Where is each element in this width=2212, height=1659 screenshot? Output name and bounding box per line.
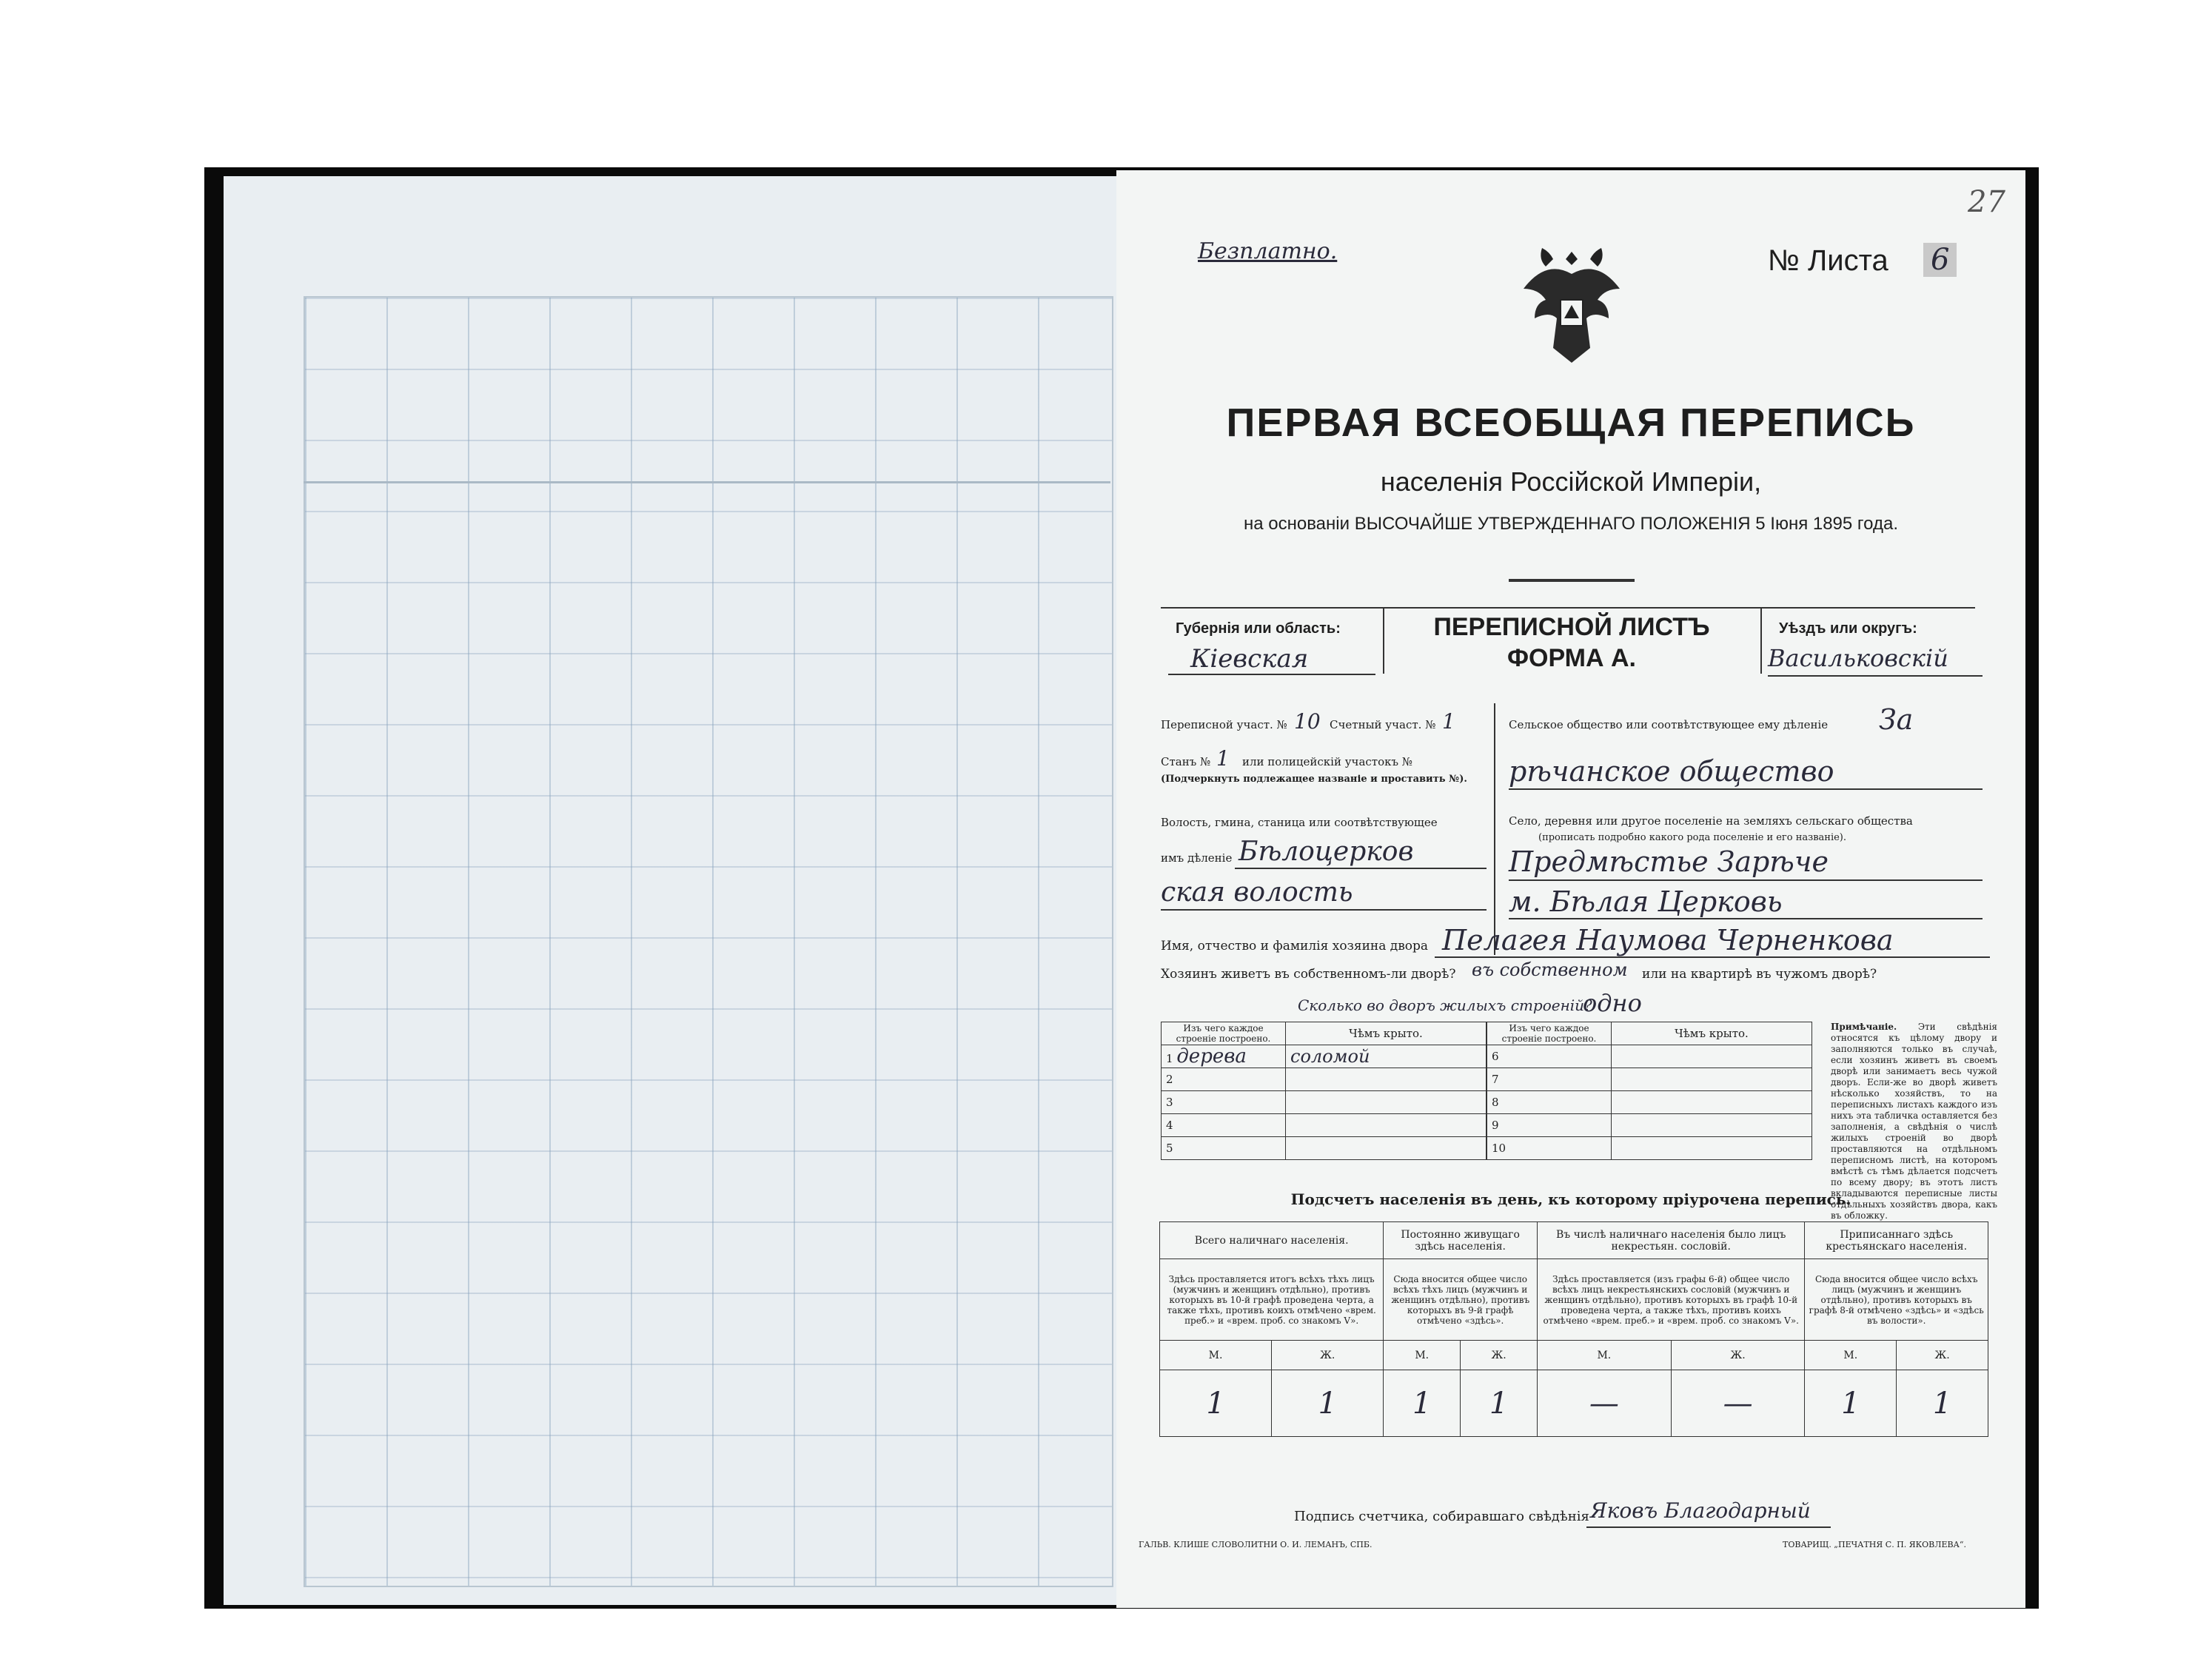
- pop-col-title: Постоянно живущаго здѣсь населенія.: [1384, 1222, 1538, 1259]
- corner-page-number: 27: [1968, 185, 2005, 219]
- society-label: Сельское общество или соотвѣтствующее ему дѣленіе: [1509, 718, 1829, 731]
- roof-value: соломой: [1286, 1045, 1487, 1068]
- zh-header: Ж.: [1272, 1341, 1384, 1370]
- uchastok-label: Переписной участ. №: [1161, 718, 1287, 731]
- buildings-col-material: Изъ чего каждое строеніе построено.: [1162, 1022, 1286, 1045]
- buildings-col-roof: Чѣмъ крыто.: [1286, 1022, 1487, 1045]
- uezd-value: Васильковскій: [1768, 644, 1948, 672]
- schetny-value: 1: [1442, 709, 1455, 734]
- note-title: Примѣчаніе.: [1831, 1022, 1897, 1032]
- census-subtitle: населенія Россійской Имперіи,: [1380, 466, 1762, 497]
- village-note: (прописать подробно какого рода поселеніе и его названіе).: [1538, 832, 1846, 843]
- row-number: 7: [1487, 1068, 1612, 1091]
- volost-value-1: Бѣлоцерков: [1239, 837, 1414, 867]
- table-row: [1162, 1091, 1487, 1114]
- pop-col-desc: Сюда вносится общее число всѣхъ лицъ (мужчинъ и женщинъ отдѣльно), противъ которыхъ въ графѣ 8-й отмѣчено «здѣсь» и «здѣсь въ волости».: [1805, 1259, 1988, 1341]
- signature-value: Яковъ Благодарный: [1590, 1498, 1811, 1523]
- table-row: [1487, 1091, 1812, 1114]
- row-number: 6: [1487, 1045, 1612, 1068]
- row-number: 10: [1487, 1137, 1612, 1160]
- left-page-grid: [304, 296, 1113, 1587]
- volost-value-2: ская волость: [1161, 877, 1353, 908]
- uchastok-value: 10: [1294, 709, 1321, 734]
- owner-name-label: Имя, отчество и фамилія хозяина двора: [1161, 939, 1429, 953]
- schetny-label: Счетный участ. №: [1330, 718, 1436, 731]
- volost-label: Волость, гмина, станица или соотвѣтствующее: [1161, 816, 1438, 829]
- village-label: Село, деревня или другое поселеніе на земляхъ сельскаго общества: [1509, 814, 1913, 828]
- form-label: ФОРМА А.: [1506, 644, 1637, 672]
- pop-col-desc: Здѣсь проставляется итогъ всѣхъ тѣхъ лицъ (мужчинъ и женщинъ отдѣльно), противъ которыхъ въ 10-й графѣ проведена черта, а также тѣхъ, противъ коихъ отмѣчено «врем. преб.» и «врем. проб. со знакомъ V».: [1160, 1259, 1384, 1341]
- imperial-eagle-emblem: [1516, 237, 1627, 378]
- signature-label: Подпись счетчика, собиравшаго свѣдѣнія: [1294, 1509, 1589, 1524]
- sheet-title: ПЕРЕПИСНОЙ ЛИСТЪ: [1433, 613, 1710, 641]
- pop-value-m: 1: [1160, 1370, 1272, 1437]
- buildings-table-left: [1161, 1022, 1487, 1160]
- imprint-right: ТОВАРИЩ. „ПЕЧАТНЯ С. П. ЯКОВЛЕВА“.: [1783, 1540, 1967, 1549]
- table-row: [1487, 1045, 1812, 1068]
- gubernia-label: Губернія или область:: [1176, 620, 1341, 637]
- imprint-left: ГАЛЬВ. КЛИШЕ СЛОВОЛИТНИ О. И. ЛЕМАНЪ, СПБ.: [1139, 1540, 1373, 1549]
- pop-col-desc: Сюда вносится общее число всѣхъ тѣхъ лицъ (мужчинъ и женщинъ отдѣльно), противъ которыхъ въ 9-й графѣ отмѣчено «здѣсь».: [1384, 1259, 1538, 1341]
- village-value-1: Предмѣстье Зарѣче: [1509, 845, 1829, 878]
- society-value-2: рѣчанское общество: [1509, 755, 1834, 788]
- police-note: (Подчеркнуть подлежащее названіе и проставить №).: [1161, 774, 1467, 785]
- pop-col-desc: Здѣсь проставляется (изъ графы 6-й) общее число всѣхъ лицъ некрестьянскихъ сословій (мужчинъ и женщинъ отдѣльно), противъ которыхъ въ графѣ 10-й проведена черта, а также тѣхъ, противъ коихъ отмѣчено «врем. преб.» и «врем. проб. со знакомъ V».: [1538, 1259, 1805, 1341]
- volost-label-2: имъ дѣленіе: [1161, 851, 1233, 865]
- society-value-1: За: [1879, 703, 1914, 736]
- buildings-table-right: [1487, 1022, 1812, 1160]
- gubernia-value: Кіевская: [1190, 644, 1309, 674]
- left-page-grid-header: [304, 296, 1110, 483]
- pop-col-title: Всего наличнаго населенія.: [1160, 1222, 1384, 1259]
- row-number: 1: [1166, 1052, 1173, 1065]
- zh-header: Ж.: [1461, 1341, 1538, 1370]
- pop-value-m: 1: [1384, 1370, 1461, 1437]
- free-label: Безплатно.: [1198, 238, 1338, 264]
- sheet-number-label: № Листа: [1768, 244, 1888, 277]
- m-header: М.: [1805, 1341, 1897, 1370]
- population-table: [1159, 1221, 1988, 1437]
- owner-lives-label-2: или на квартирѣ въ чужомъ дворѣ?: [1642, 967, 1877, 982]
- row-number: 3: [1162, 1091, 1286, 1114]
- table-row: [1487, 1068, 1812, 1091]
- row-number: 2: [1162, 1068, 1286, 1091]
- uezd-label: Уѣздъ или округъ:: [1779, 620, 1917, 637]
- table-row: [1162, 1137, 1487, 1160]
- right-page: [1116, 170, 2025, 1608]
- village-value-2: м. Бѣлая Церковь: [1509, 885, 1783, 918]
- table-row: [1487, 1137, 1812, 1160]
- pop-value-zh: —: [1671, 1370, 1805, 1437]
- buildings-col-roof-2: Чѣмъ крыто.: [1612, 1022, 1812, 1045]
- pop-value-m: —: [1538, 1370, 1672, 1437]
- owner-lives-label: Хозяинъ живетъ въ собственномъ-ли дворѣ?: [1161, 967, 1456, 982]
- sheet-number-value: 6: [1923, 243, 1957, 277]
- m-header: М.: [1384, 1341, 1461, 1370]
- pop-value-zh: 1: [1461, 1370, 1538, 1437]
- buildings-col-material-2: Изъ чего каждое строеніе построено.: [1487, 1022, 1612, 1045]
- zh-header: Ж.: [1671, 1341, 1805, 1370]
- zh-header: Ж.: [1897, 1341, 1988, 1370]
- m-header: М.: [1538, 1341, 1672, 1370]
- census-main-title: ПЕРВАЯ ВСЕОБЩАЯ ПЕРЕПИСЬ: [1226, 400, 1916, 445]
- row-number: 4: [1162, 1114, 1286, 1137]
- table-row: [1162, 1068, 1487, 1091]
- pop-value-m: 1: [1805, 1370, 1897, 1437]
- census-basis-line: на основаніи ВЫСОЧАЙШЕ УТВЕРЖДЕННАГО ПОЛОЖЕНІЯ 5 Іюня 1895 года.: [1243, 514, 1898, 534]
- row-number: 5: [1162, 1137, 1286, 1160]
- pop-value-zh: 1: [1272, 1370, 1384, 1437]
- table-row: [1162, 1045, 1487, 1068]
- table-row: [1487, 1114, 1812, 1137]
- row-number: 9: [1487, 1114, 1612, 1137]
- material-value: дерева: [1176, 1045, 1247, 1068]
- note-text: Эти свѣдѣнія относятся къ цѣлому двору и заполняются только въ случаѣ, если хозяинъ живетъ въ своемъ дворѣ или занимаетъ весь чужой дворъ. Если-же во дворѣ живетъ нѣсколько хозяйствъ, то на переписныхъ листахъ каждого изъ нихъ эта табличка оставляется без заполненія, а свѣдѣнія о числѣ жилыхъ строеній во дворѣ проставляются на отдѣльномъ переписномъ листѣ, на которомъ вмѣстѣ съ тѣмъ дѣлается подсчетъ по всему двору; въ этотъ листъ вкладываются переписные листы отдѣльныхъ хозяйствъ двора, какъ въ обложку.: [1831, 1022, 1997, 1221]
- ornament-divider: [1509, 579, 1635, 582]
- owner-lives-value: въ собственном: [1472, 959, 1628, 980]
- pop-col-title: Въ числѣ наличнаго населенія было лицъ некрестьян. сословій.: [1538, 1222, 1805, 1259]
- pop-value-zh: 1: [1897, 1370, 1988, 1437]
- owner-name-value: Пелагея Наумова Черненкова: [1442, 924, 1894, 956]
- stan-label: Станъ №: [1161, 755, 1211, 768]
- m-header: М.: [1160, 1341, 1272, 1370]
- table-row: [1162, 1114, 1487, 1137]
- buildings-value: одно: [1583, 989, 1642, 1017]
- row-number: 8: [1487, 1091, 1612, 1114]
- stan-value: 1: [1216, 746, 1230, 771]
- police-label: или полицейскій участокъ №: [1242, 755, 1413, 768]
- buildings-label: Сколько во дворъ жилыхъ строеній?: [1298, 996, 1592, 1014]
- population-heading: Подсчетъ населенія въ день, къ которому пріурочена перепись.: [1290, 1190, 1851, 1208]
- pop-col-title: Приписаннаго здѣсь крестьянскаго населенія.: [1805, 1222, 1988, 1259]
